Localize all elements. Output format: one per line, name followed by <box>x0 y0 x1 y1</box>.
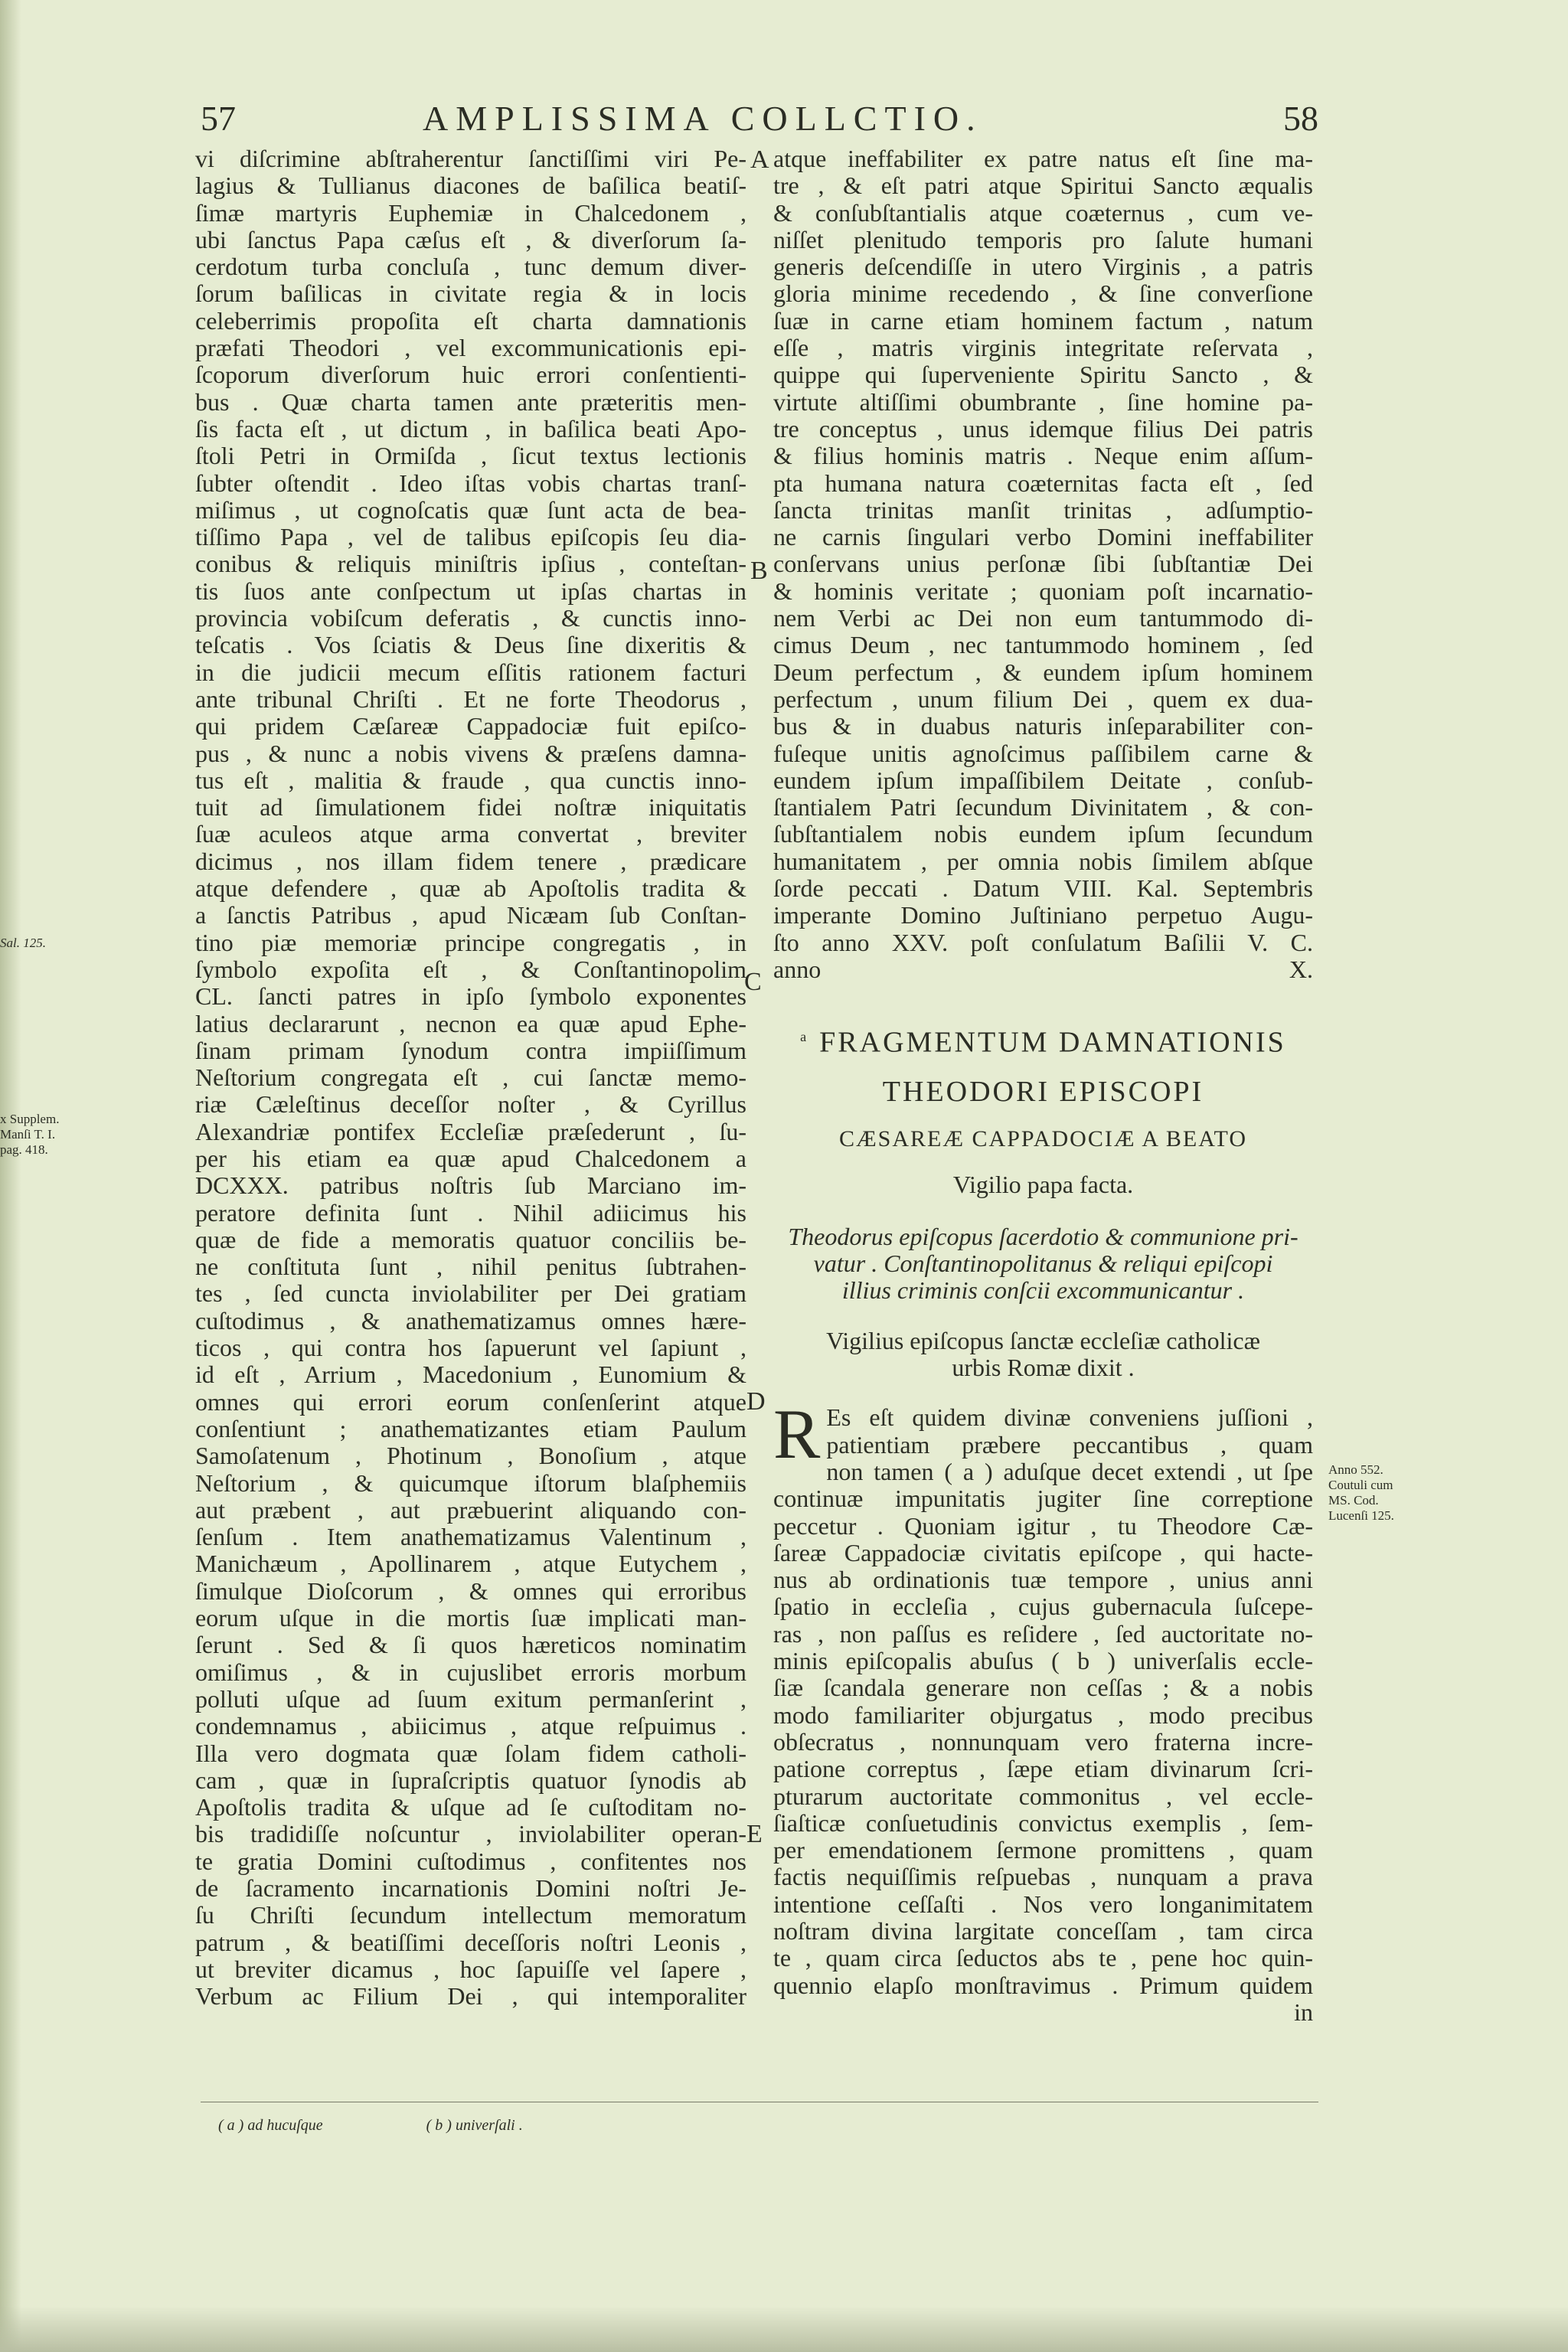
text-line: tre , & eſt patri atque Spiritui Sancto æqualis <box>773 172 1313 200</box>
text-line: Neſtorium , & quicumque iſtorum blaſphemiis <box>195 1469 746 1497</box>
text-line: dicimus , nos illam fidem tenere , prædicare <box>195 848 746 875</box>
section-heading-line1 <box>773 1012 1313 1067</box>
text-line: ſto anno XXV. poſt conſulatum Baſilii V. C. <box>773 929 1313 956</box>
footnote-marker: a <box>800 1029 809 1045</box>
text-line: non tamen ( a ) aduſque decet extendi , ut ſpe <box>826 1458 1313 1485</box>
section-letter-c: C <box>744 968 762 996</box>
text-line: lagius & Tullianus diacones de baſilica beatiſ- <box>195 172 746 200</box>
text-line: omnes qui errori eorum conſenſerint atque <box>195 1388 746 1416</box>
summary-line: Theodorus epiſcopus ſacerdotio & communione pri- <box>788 1223 1298 1250</box>
text-line: atque defendere , quæ ab Apoſtolis tradita & <box>195 875 746 903</box>
text-line: qui pridem Cæſareæ Cappadociæ fuit epiſco- <box>195 713 746 740</box>
section-letter-e: E <box>746 1820 763 1848</box>
text-line: provincia vobiſcum deferatis , & cunctis inno- <box>195 605 746 632</box>
text-line: de ſacramento incarnationis Domini noſtri Je- <box>195 1875 746 1902</box>
margin-note-line: Coutuli cum <box>1328 1478 1393 1492</box>
running-title: AMPLISSIMA COLLCTIO. <box>423 99 983 138</box>
summary-line: illius criminis conſcii excommunicantur . <box>841 1277 1245 1305</box>
summary-line: vatur . Conſtantinopolitanus & reliqui epiſcopi <box>813 1250 1273 1278</box>
drop-cap: R <box>773 1395 821 1474</box>
text-line: bus . Quæ charta tamen ante præteritis men- <box>195 388 746 416</box>
text-line: ſareæ Cappadociæ civitatis epiſcope , qui hacte- <box>773 1539 1313 1566</box>
text-line: noſtram divina largitate conceſſam , tam circa <box>773 1917 1313 1945</box>
text-line: ſorde peccati . Datum VIII. Kal. Septembris <box>773 875 1313 903</box>
text-line: DCXXX. patribus noſtris ſub Marciano im- <box>195 1172 746 1200</box>
margin-note-left-1 <box>0 936 46 951</box>
gutter-shadow <box>0 0 21 2352</box>
text-line: patione correptus , ſæpe etiam divinarum ſcri- <box>773 1756 1313 1783</box>
text-line: eſſe , matris virginis integritate reſervata , <box>773 335 1313 362</box>
text-line: Apoſtolis tradita & uſque ad ſe cuſtoditam no- <box>195 1794 746 1821</box>
margin-note-right <box>1328 1462 1394 1524</box>
text-line: eundem ipſum impaſſibilem Deitate , conſub- <box>773 766 1313 794</box>
text-line: ante tribunal Chriſti . Et ne forte Theodorus , <box>195 685 746 713</box>
text-line: peratore definita ſunt . Nihil adiicimus his <box>195 1199 746 1227</box>
text-line: miſimus , ut cognoſcatis quæ ſunt acta de bea- <box>195 496 746 524</box>
text-line: ſtantialem Patri ſecundum Divinitatem , & con- <box>773 794 1313 822</box>
text-line: & conſubſtantialis atque coæternus , cum ve- <box>773 199 1313 227</box>
text-line: aut præbent , aut præbuerint aliquando con- <box>195 1496 746 1524</box>
section-heading-line2: THEODORI EPISCOPI <box>882 1075 1204 1108</box>
text-line: eorum uſque in die mortis ſuæ implicati man- <box>195 1605 746 1632</box>
text-line: celeberrimis propoſita eſt charta damnationis <box>195 307 746 335</box>
text-line: Verbum ac Filium Dei , qui intemporaliter <box>195 1983 746 2011</box>
text-line: pta humana natura coæternitas facta eſt , ſed <box>773 469 1313 497</box>
text-line: intentione ceſſaſti . Nos vero longanimitatem <box>773 1890 1313 1918</box>
text-line: quæ de fide a memoratis quatuor conciliis be- <box>195 1226 746 1253</box>
intro-line: Vigilius epiſcopus ſanctæ eccleſiæ catholicæ <box>826 1327 1260 1354</box>
text-line: conibus & reliquis miniſtris ipſius , conteſtan- <box>195 550 746 578</box>
text-line: cimus Deum , nec tantummodo hominem , ſed <box>773 632 1313 659</box>
text-line: teſcatis . Vos ſciatis & Deus ſine dixeritis & <box>195 632 746 659</box>
heading-text: FRAGMENTUM DAMNATIONIS <box>819 1026 1286 1059</box>
text-line: Samoſatenum , Photinum , Bonoſium , atque <box>195 1442 746 1470</box>
text-line: gloria minime recedendo , & ſine converſione <box>773 280 1313 308</box>
text-line: Deum perfectum , & eundem ipſum hominem <box>773 658 1313 686</box>
text-line: niſſet plenitudo temporis pro ſalute humani <box>773 226 1313 253</box>
text-line: & hominis veritate ; quoniam poſt incarnatio- <box>773 577 1313 605</box>
text-line: factis nequiſſimis reſpuebas , nunquam a prava <box>773 1864 1313 1891</box>
footnote-b: ( b ) univerſali . <box>426 2117 523 2134</box>
margin-note-line: Anno 552. <box>1328 1462 1383 1477</box>
footnote-a: ( a ) ad hucuſque <box>218 2117 323 2134</box>
text-line: ne carnis ſingulari verbo Domini ineffabiliter <box>773 524 1313 551</box>
text-line: humanitatem , per omnia nobis ſimilem abſque <box>773 848 1313 875</box>
text-line: nem Verbi ac Dei non eum tantummodo di- <box>773 605 1313 632</box>
text-line: ubi ſanctus Papa cæſus eſt , & diverſorum ſa- <box>195 226 746 253</box>
text-line: ſu Chriſti ſecundum intellectum memoratum <box>195 1902 746 1929</box>
text-line: cam , quæ in ſupraſcriptis quatuor ſynodis ab <box>195 1766 746 1794</box>
text-line: Alexandriæ pontifex Eccleſiæ præſederunt , ſu- <box>195 1118 746 1145</box>
text-line: peccetur . Quoniam igitur , tu Theodore Cæ- <box>773 1512 1313 1540</box>
text-line: condemnamus , abiicimus , atque reſpuimus . <box>195 1713 746 1740</box>
text-line: bis tradidiſſe noſcuntur , inviolabiliter operan- <box>195 1821 746 1848</box>
text-line: tes , ſed cuncta inviolabiliter per Dei gratiam <box>195 1280 746 1308</box>
text-line: atque ineffabiliter ex patre natus eſt ſine ma- <box>773 145 1313 172</box>
right-column <box>773 145 1313 2026</box>
text-line: ſubter oſtendit . Ideo iſtas vobis chartas tranſ- <box>195 469 746 497</box>
text-line: a ſanctis Patribus , apud Nicæam ſub Conſtan- <box>195 902 746 929</box>
text-line: ſenſum . Item anathematizamus Valentinum , <box>195 1524 746 1551</box>
text-line: imperante Domino Juſtiniano perpetuo Augu- <box>773 902 1313 929</box>
text-line: patrum , & beatiſſimi deceſſoris noſtri Leonis , <box>195 1929 746 1956</box>
text-line: ſcoporum diverſorum huic errori conſentienti- <box>195 361 746 389</box>
text-line: id eſt , Arrium , Macedonium , Eunomium & <box>195 1361 746 1389</box>
text-line: ſimæ martyris Euphemiæ in Chalcedonem , <box>195 199 746 227</box>
section-letter-b: B <box>750 557 768 585</box>
text-line: tus eſt , malitia & fraude , qua cunctis inno- <box>195 766 746 794</box>
left-column <box>195 145 746 2010</box>
text-line: ſinam primam ſynodum contra impiiſſimum <box>195 1037 746 1064</box>
text-line: riæ Cæleſtinus deceſſor noſter , & Cyrillus <box>195 1091 746 1119</box>
text-line: tino piæ memoriæ principe congregatis , in <box>195 929 746 956</box>
text-line: polluti uſque ad ſuum exitum permanſerint , <box>195 1685 746 1713</box>
text-line: nus ab ordinationis tuæ tempore , unius anni <box>773 1566 1313 1594</box>
text-line: anno X. <box>773 956 1313 983</box>
text-line: ſorum baſilicas in civitate regia & in locis <box>195 280 746 308</box>
text-line: ſerunt . Sed & ſi quos hæreticos nominatim <box>195 1632 746 1659</box>
text-line: præfati Theodori , vel excommunicationis epi- <box>195 335 746 362</box>
text-line: perfectum , unum filium Dei , quem ex dua- <box>773 685 1313 713</box>
text-line: minis epiſcopalis abuſus ( b ) univerſalis eccle- <box>773 1648 1313 1675</box>
text-line: Manichæum , Apollinarem , atque Eutychem , <box>195 1550 746 1578</box>
text-line: cuſtodimus , & anathematizamus omnes hære- <box>195 1307 746 1334</box>
text-line: cerdotum turba concluſa , tunc demum diver- <box>195 253 746 281</box>
text-line: Es eſt quidem divinæ conveniens juſſioni , <box>826 1404 1313 1432</box>
text-line: ſiaſticæ conſuetudinis convictus exemplis , ſem- <box>773 1809 1313 1837</box>
text-line: tuit ad ſimulationem fidei noſtræ iniquitatis <box>195 794 746 822</box>
section-heading-line4: Vigilio papa facta. <box>952 1170 1134 1198</box>
text-line: in die judicii mecum eſſitis rationem facturi <box>195 658 746 686</box>
running-head <box>201 98 1318 144</box>
text-line: ſimulque Dioſcorum , & omnes qui erroribus <box>195 1577 746 1605</box>
margin-note-line: pag. 418. <box>0 1142 48 1157</box>
text-line: quippe qui ſuperveniente Spiritu Sancto , & <box>773 361 1313 389</box>
page-number-left: 57 <box>201 99 236 138</box>
margin-note-text: Sal. 125. <box>0 936 46 950</box>
text-line: ſpatio in eccleſia , cujus gubernacula ſuſcepe- <box>773 1593 1313 1621</box>
text-line: ſtoli Petri in Ormiſda , ſicut textus lectionis <box>195 443 746 470</box>
text-line: tre conceptus , unus idemque filius Dei patris <box>773 415 1313 443</box>
text-line: ſymbolo expoſita eſt , & Conſtantinopolim <box>195 956 746 983</box>
text-line: pturarum auctoritate commonitus , vel eccle- <box>773 1782 1313 1810</box>
text-line: continuæ impunitatis jugiter ſine correptione <box>773 1485 1313 1513</box>
text-line: generis deſcendiſſe in utero Virginis , a patris <box>773 253 1313 281</box>
margin-note-line: Lucenſi 125. <box>1328 1508 1394 1523</box>
text-line: per his etiam ea quæ apud Chalcedonem a <box>195 1145 746 1172</box>
text-line: ticos , qui contra hos ſapuerunt vel ſapiunt , <box>195 1334 746 1362</box>
text-line: ſancta trinitas manſit trinitas , adſumptio- <box>773 496 1313 524</box>
margin-note-line: x Supplem. <box>0 1112 60 1126</box>
text-line: conſentiunt ; anathematizantes etiam Paulum <box>195 1415 746 1442</box>
footnotes <box>218 2117 622 2135</box>
page-edge-shadow <box>0 2306 1568 2352</box>
text-line: quennio elapſo monſtravimus . Primum quidem <box>773 1971 1313 1999</box>
text-line: per emendationem ſermone promittens , quam <box>773 1837 1313 1864</box>
catchword: in <box>1294 1998 1313 2026</box>
text-line: modo familiariter objurgatus , modo precibus <box>773 1701 1313 1729</box>
page-number-right: 58 <box>1283 99 1318 138</box>
text-line: ſuæ in carne etiam hominem factum , natum <box>773 307 1313 335</box>
text-line: patientiam præbere peccantibus , quam <box>826 1431 1313 1459</box>
text-line: & filius hominis matris . Neque enim aſſum- <box>773 443 1313 470</box>
text-line: pus , & nunc a nobis vivens & præſens damna- <box>195 740 746 767</box>
intro-line: urbis Romæ dixit . <box>952 1354 1135 1382</box>
text-line: Illa vero dogmata quæ ſolam fidem catholi- <box>195 1740 746 1767</box>
section-heading-line3: CÆSAREÆ CAPPADOCIÆ A BEATO <box>839 1125 1247 1152</box>
text-line: ras , non paſſus es reſidere , ſed auctoritate no- <box>773 1620 1313 1648</box>
section-letter-a: A <box>750 145 769 174</box>
text-line: tiſſimo Papa , vel de talibus epiſcopis ſeu dia- <box>195 524 746 551</box>
text-line: ſiæ ſcandala generare non ceſſas ; & a nobis <box>773 1674 1313 1702</box>
text-line: te , quam circa ſeductos abs te , pene hoc quin- <box>773 1945 1313 1972</box>
text-line: vi diſcrimine abſtraherentur ſanctiſſimi viri Pe- <box>195 145 746 172</box>
margin-note-line: Manſi T. I. <box>0 1127 56 1142</box>
margin-note-line: MS. Cod. <box>1328 1493 1379 1508</box>
text-line: te gratia Domini cuſtodimus , confitentes nos <box>195 1847 746 1875</box>
text-line: ne conſtituta ſunt , nihil penitus ſubtrahen- <box>195 1253 746 1281</box>
text-line: ſuæ aculeos atque arma convertat , breviter <box>195 821 746 848</box>
text-line: conſervans unius perſonæ ſibi ſubſtantiæ Dei <box>773 550 1313 578</box>
text-line: ut breviter dicamus , hoc ſapuiſſe vel ſapere , <box>195 1955 746 1983</box>
text-line: obſecratus , nonnunquam vero fraterna incre- <box>773 1728 1313 1756</box>
text-line: ſubſtantialem nobis eundem ipſum ſecundum <box>773 821 1313 848</box>
text-line: latius declararunt , necnon ea quæ apud Ephe- <box>195 1010 746 1037</box>
margin-note-left-2 <box>0 1112 59 1158</box>
text-line: bus & in duabus naturis inſeparabiliter con- <box>773 713 1313 740</box>
text-line: ſis facta eſt , ut dictum , in baſilica beati Apo- <box>195 415 746 443</box>
text-line: omiſimus , & in cujuslibet erroris morbum <box>195 1658 746 1686</box>
text-line: CL. ſancti patres in ipſo ſymbolo exponentes <box>195 983 746 1011</box>
text-line: Neſtorium congregata eſt , cui ſanctæ memo- <box>195 1064 746 1092</box>
text-line: virtute altiſſimi obumbrante , ſine homine pa- <box>773 388 1313 416</box>
section-letter-d: D <box>746 1387 766 1416</box>
text-line: fuſeque unitis agnoſcimus paſſibilem carne & <box>773 740 1313 767</box>
text-line: tis ſuos ante conſpectum ut ipſas chartas in <box>195 577 746 605</box>
